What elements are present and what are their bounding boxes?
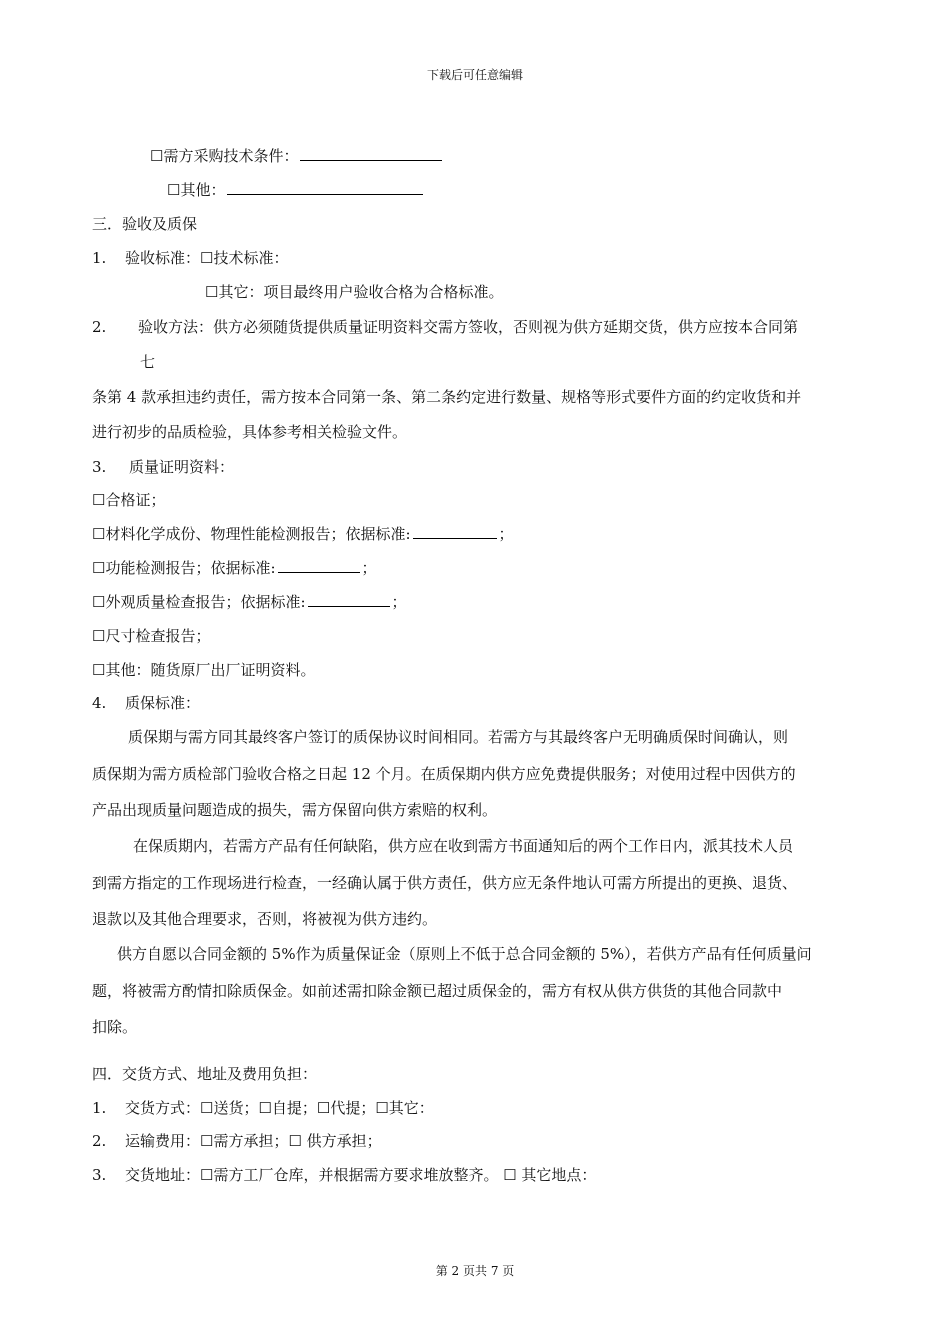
item-2-cont: 七 bbox=[140, 353, 156, 371]
item-number: 4. bbox=[92, 694, 107, 712]
cert-option: ☐其他：随货原厂出厂证明资料。 bbox=[92, 661, 316, 679]
item-text: 运输费用：☐需方承担；☐ 供方承担； bbox=[125, 1132, 382, 1150]
checkbox-label: ☐材料化学成份、物理性能检测报告；依据标准: bbox=[92, 525, 411, 543]
deposit-paragraph: 题，将被需方酌情扣除质保金。如前述需扣除金额已超过质保金的，需方有权从供方供货的其他合同款中 bbox=[92, 982, 783, 1000]
deposit-paragraph: 扣除。 bbox=[92, 1018, 138, 1036]
delivery-item-2 bbox=[92, 1131, 382, 1151]
punctuation: ； bbox=[498, 525, 514, 543]
punctuation: ； bbox=[361, 559, 377, 577]
punctuation: ； bbox=[391, 593, 407, 611]
page-footer: 第 2 页共 7 页 bbox=[435, 1264, 515, 1278]
item-number: 2. bbox=[92, 318, 107, 336]
checkbox-label: ☐其他： bbox=[167, 181, 226, 199]
cert-option: ☐尺寸检查报告； bbox=[92, 627, 211, 645]
checkbox-label: ☐功能检测报告；依据标准: bbox=[92, 559, 276, 577]
item-number: 1. bbox=[92, 249, 107, 267]
blank-field[interactable] bbox=[413, 524, 497, 539]
item-number: 1. bbox=[92, 1099, 107, 1117]
checkbox-label: ☐需方采购技术条件： bbox=[150, 147, 299, 165]
section-heading-3: 三．验收及质保 bbox=[92, 215, 198, 233]
item-2-cont: 条第 4 款承担违约责任，需方按本合同第一条、第二条约定进行数量、规格等形式要件方面的约定收货和并 bbox=[92, 388, 802, 406]
item-text: 验收标准：☐技术标准： bbox=[125, 249, 289, 267]
cert-option bbox=[92, 592, 407, 612]
warranty-paragraph: 质保期为需方质检部门验收合格之日起 12 个月。在质保期内供方应免费提供服务；对使用过程中因供方的 bbox=[92, 765, 796, 783]
defect-paragraph: 到需方指定的工作现场进行检查，一经确认属于供方责任，供方应无条件地认可需方所提出的更换、退货、 bbox=[92, 874, 798, 892]
defect-paragraph: 在保质期内，若需方产品有任何缺陷，供方应在收到需方书面通知后的两个工作日内，派其技术人员 bbox=[133, 837, 794, 855]
section-heading-4: 四．交货方式、地址及费用负担： bbox=[92, 1065, 318, 1083]
cert-option bbox=[92, 558, 377, 578]
item-number: 2. bbox=[92, 1132, 107, 1150]
item-1 bbox=[92, 248, 288, 268]
req-tech-conditions bbox=[150, 146, 444, 166]
item-text: 质量证明资料： bbox=[129, 458, 235, 476]
item-3 bbox=[92, 457, 234, 477]
item-text: 验收方法：供方必须随货提供质量证明资料交需方签收，否则视为供方延期交货，供方应按本合同第 bbox=[138, 318, 799, 336]
deposit-paragraph: 供方自愿以合同金额的 5%作为质量保证金（原则上不低于总合同金额的 5%），若供方产品有任何质量问 bbox=[117, 945, 812, 963]
other-standard: ☐其它：项目最终用户验收合格为合格标准。 bbox=[205, 283, 504, 301]
blank-field[interactable] bbox=[227, 180, 423, 195]
item-number: 3. bbox=[92, 1166, 107, 1184]
item-4 bbox=[92, 693, 200, 713]
checkbox-label: ☐外观质量检查报告；依据标准: bbox=[92, 593, 306, 611]
item-text: 交货地址：☐需方工厂仓库，并根据需方要求堆放整齐。 ☐ 其它地点： bbox=[125, 1166, 597, 1184]
item-text: 交货方式：☐送货；☐自提；☐代提；☐其它： bbox=[125, 1099, 434, 1117]
cert-option: ☐合格证； bbox=[92, 491, 166, 509]
defect-paragraph: 退款以及其他合理要求，否则，将被视为供方违约。 bbox=[92, 910, 438, 928]
delivery-item-1 bbox=[92, 1098, 434, 1118]
item-2 bbox=[92, 317, 798, 337]
delivery-item-3 bbox=[92, 1165, 596, 1185]
blank-field[interactable] bbox=[308, 592, 390, 607]
other-line bbox=[167, 180, 425, 200]
item-number: 3. bbox=[92, 458, 107, 476]
blank-field[interactable] bbox=[278, 558, 360, 573]
cert-option bbox=[92, 524, 514, 544]
item-2-cont: 进行初步的品质检验，具体参考相关检验文件。 bbox=[92, 423, 408, 441]
item-text: 质保标准： bbox=[125, 694, 201, 712]
warranty-paragraph: 质保期与需方同其最终客户签订的质保协议时间相同。若需方与其最终客户无明确质保时间确认，则 bbox=[128, 728, 789, 746]
page-header: 下载后可任意编辑 bbox=[426, 68, 523, 82]
blank-field[interactable] bbox=[300, 146, 442, 161]
warranty-paragraph: 产品出现质量问题造成的损失，需方保留向供方索赔的权利。 bbox=[92, 801, 498, 819]
